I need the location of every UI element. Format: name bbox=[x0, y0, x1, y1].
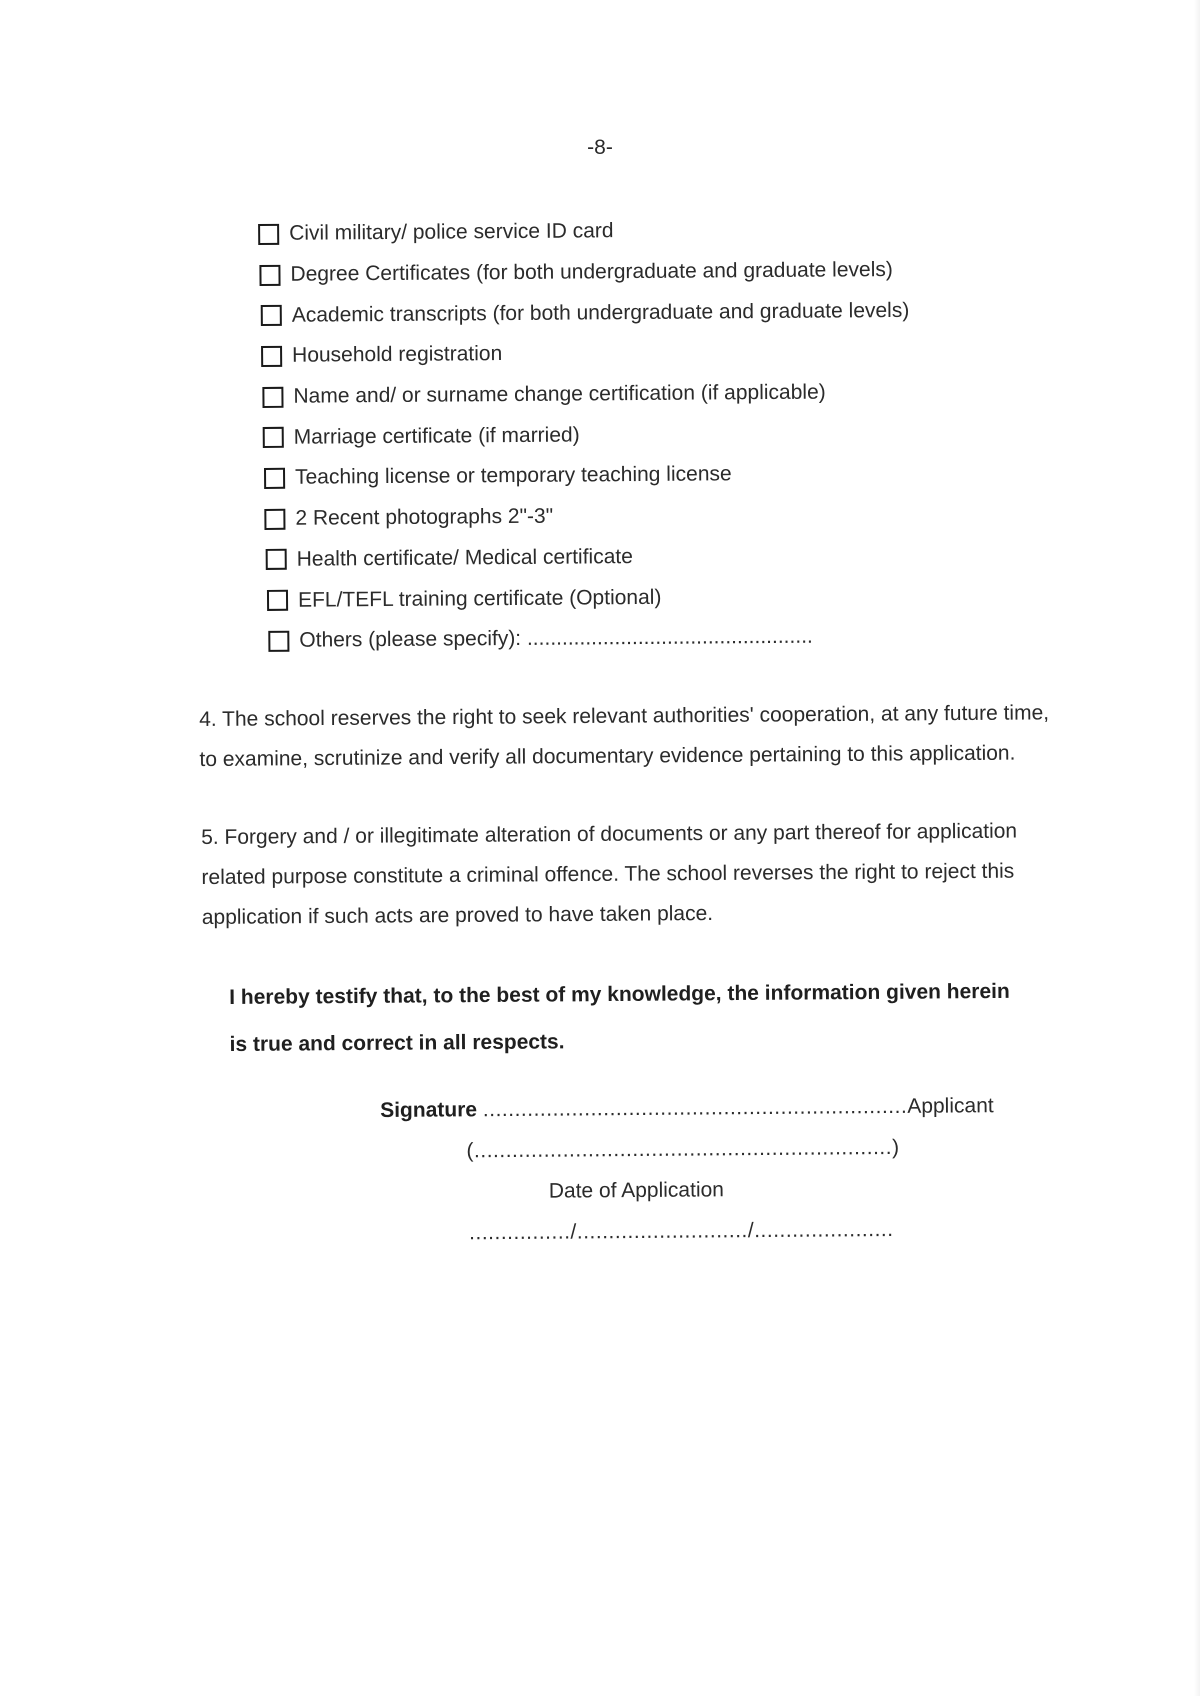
checkbox[interactable] bbox=[259, 264, 280, 285]
date-of-application-label: Date of Application bbox=[548, 1178, 725, 1203]
signature-label: Signature bbox=[380, 1098, 478, 1122]
checklist-item-label: Academic transcripts (for both undergraduate and graduate levels) bbox=[291, 298, 910, 327]
checklist-item-label: Others (please specify): ................................................. bbox=[299, 624, 813, 652]
checklist-item-label: Name and/ or surname change certification (if applicable) bbox=[293, 380, 826, 408]
checkbox[interactable] bbox=[262, 386, 283, 407]
checklist-item-label: Marriage certificate (if married) bbox=[293, 423, 580, 449]
checklist-item[interactable] bbox=[261, 534, 1021, 581]
checklist-item[interactable] bbox=[259, 289, 1019, 336]
declaration-statement: I hereby testify that, to the best of my knowledge, the information given herein is true and correct in all respects. bbox=[229, 979, 1010, 1056]
checklist-item[interactable] bbox=[260, 493, 1020, 540]
checklist-item-others[interactable] bbox=[261, 615, 1021, 662]
scan-edge-shadow bbox=[1194, 0, 1200, 1696]
checklist-item-label: 2 Recent photographs 2"-3" bbox=[295, 504, 554, 530]
checklist-item-label: Civil military/ police service ID card bbox=[289, 219, 614, 246]
checklist-item-label: Teaching license or temporary teaching license bbox=[294, 462, 732, 490]
checklist-item-label: Degree Certificates (for both undergraduate and graduate levels) bbox=[290, 258, 893, 286]
checklist-item[interactable] bbox=[260, 452, 1020, 499]
checklist-item[interactable] bbox=[259, 330, 1019, 377]
paragraph-forgery: 5. Forgery and / or illegitimate alteration of documents or any part thereof for application related purpose constitute a criminal offence. The school reverses the right to reject this application if such acts are proved to have taken place. bbox=[201, 819, 1018, 929]
checklist-item[interactable] bbox=[259, 371, 1019, 418]
applicant-label: Applicant bbox=[907, 1094, 994, 1118]
checkbox[interactable] bbox=[264, 508, 285, 529]
checklist-item-label: Household registration bbox=[292, 342, 503, 368]
signature-row bbox=[380, 1086, 994, 1131]
checklist-item[interactable] bbox=[260, 411, 1020, 458]
checkbox[interactable] bbox=[268, 630, 289, 651]
checklist-item[interactable] bbox=[261, 574, 1021, 621]
checkbox[interactable] bbox=[258, 224, 279, 245]
checklist-item[interactable] bbox=[258, 249, 1018, 296]
checkbox[interactable] bbox=[267, 590, 288, 611]
paragraph-verification: 4. The school reserves the right to seek relevant authorities' cooperation, at any future time, to examine, scrutinize and verify all documentary evidence pertaining to this application. bbox=[199, 701, 1050, 771]
document-checklist bbox=[258, 208, 1021, 662]
checklist-item[interactable] bbox=[258, 208, 1018, 255]
date-line[interactable]: ................/.........................../...................... bbox=[469, 1217, 894, 1245]
date-label-row bbox=[381, 1168, 921, 1213]
printed-name-line[interactable]: (..................................................................) bbox=[466, 1135, 900, 1163]
checkbox[interactable] bbox=[263, 427, 284, 448]
date-row bbox=[381, 1209, 921, 1254]
page-number: -8- bbox=[587, 136, 613, 159]
checkbox[interactable] bbox=[264, 468, 285, 489]
signature-line[interactable]: ................................................................... bbox=[482, 1094, 908, 1122]
checklist-item-label: EFL/TEFL training certificate (Optional) bbox=[297, 585, 662, 612]
checklist-item-label: Health certificate/ Medical certificate bbox=[296, 544, 633, 571]
checkbox[interactable] bbox=[261, 346, 282, 367]
signature-block bbox=[380, 1086, 994, 1254]
printed-name-row bbox=[380, 1127, 920, 1172]
checkbox[interactable] bbox=[261, 305, 282, 326]
checkbox[interactable] bbox=[266, 549, 287, 570]
